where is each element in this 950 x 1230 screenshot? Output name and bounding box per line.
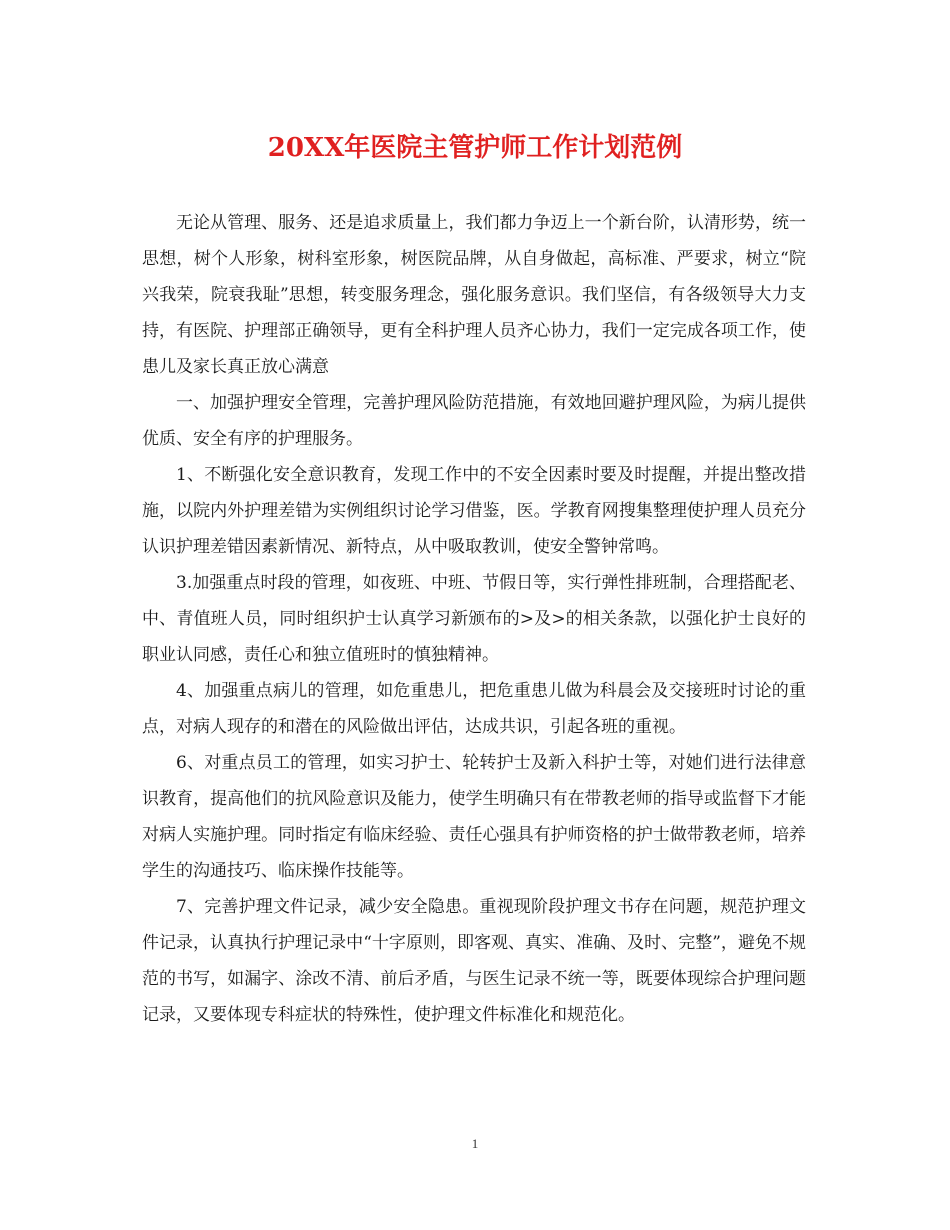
document-title: 20XX年医院主管护师工作计划范例: [267, 133, 683, 163]
paragraph-item-1: 1、不断强化安全意识教育，发现工作中的不安全因素时要及时提醒，并提出整改措施，以院内外护理差错为实例组织讨论学习借鉴，医。学教育网搜集整理使护理人员充分认识护理差错因素新情况、新特点，从中吸取教训，使安全警钟常鸣。: [142, 465, 806, 557]
page-number: 1: [471, 1136, 479, 1151]
document-body: [142, 205, 806, 1033]
paragraph-item-7: 7、完善护理文件记录，减少安全隐患。重视现阶段护理文书存在问题，规范护理文件记录，认真执行护理记录中“十字原则，即客观、真实、准确、及时、完整”，避免不规范的书写，如漏字、涂改不清、前后矛盾，与医生记录不统一等，既要体现综合护理问题记录，又要体现专科症状的特殊性，使护理文件标准化和规范化。: [142, 897, 806, 1025]
paragraph-item-6: 6、对重点员工的管理，如实习护士、轮转护士及新入科护士等，对她们进行法律意识教育，提高他们的抗风险意识及能力，使学生明确只有在带教老师的指导或监督下才能对病人实施护理。同时指定有临床经验、责任心强具有护师资格的护士做带教老师，培养学生的沟通技巧、临床操作技能等。: [142, 753, 806, 881]
paragraph-section-1: 一、加强护理安全管理，完善护理风险防范措施，有效地回避护理风险，为病儿提供优质、安全有序的护理服务。: [142, 393, 806, 449]
paragraph-item-3: 3.加强重点时段的管理，如夜班、中班、节假日等，实行弹性排班制，合理搭配老、中、青值班人员，同时组织护士认真学习新颁布的>及>的相关条款，以强化护士良好的职业认同感，责任心和独立值班时的慎独精神。: [142, 573, 806, 665]
paragraph-intro: 无论从管理、服务、还是追求质量上，我们都力争迈上一个新台阶，认清形势，统一思想，树个人形象，树科室形象，树医院品牌，从自身做起，高标准、严要求，树立“院兴我荣，院衰我耻”思想，转变服务理念，强化服务意识。我们坚信，有各级领导大力支持，有医院、护理部正确领导，更有全科护理人员齐心协力，我们一定完成各项工作，使患儿及家长真正放心满意: [142, 213, 806, 377]
paragraph-item-4: 4、加强重点病儿的管理，如危重患儿，把危重患儿做为科晨会及交接班时讨论的重点，对病人现存的和潜在的风险做出评估，达成共识，引起各班的重视。: [142, 681, 806, 737]
